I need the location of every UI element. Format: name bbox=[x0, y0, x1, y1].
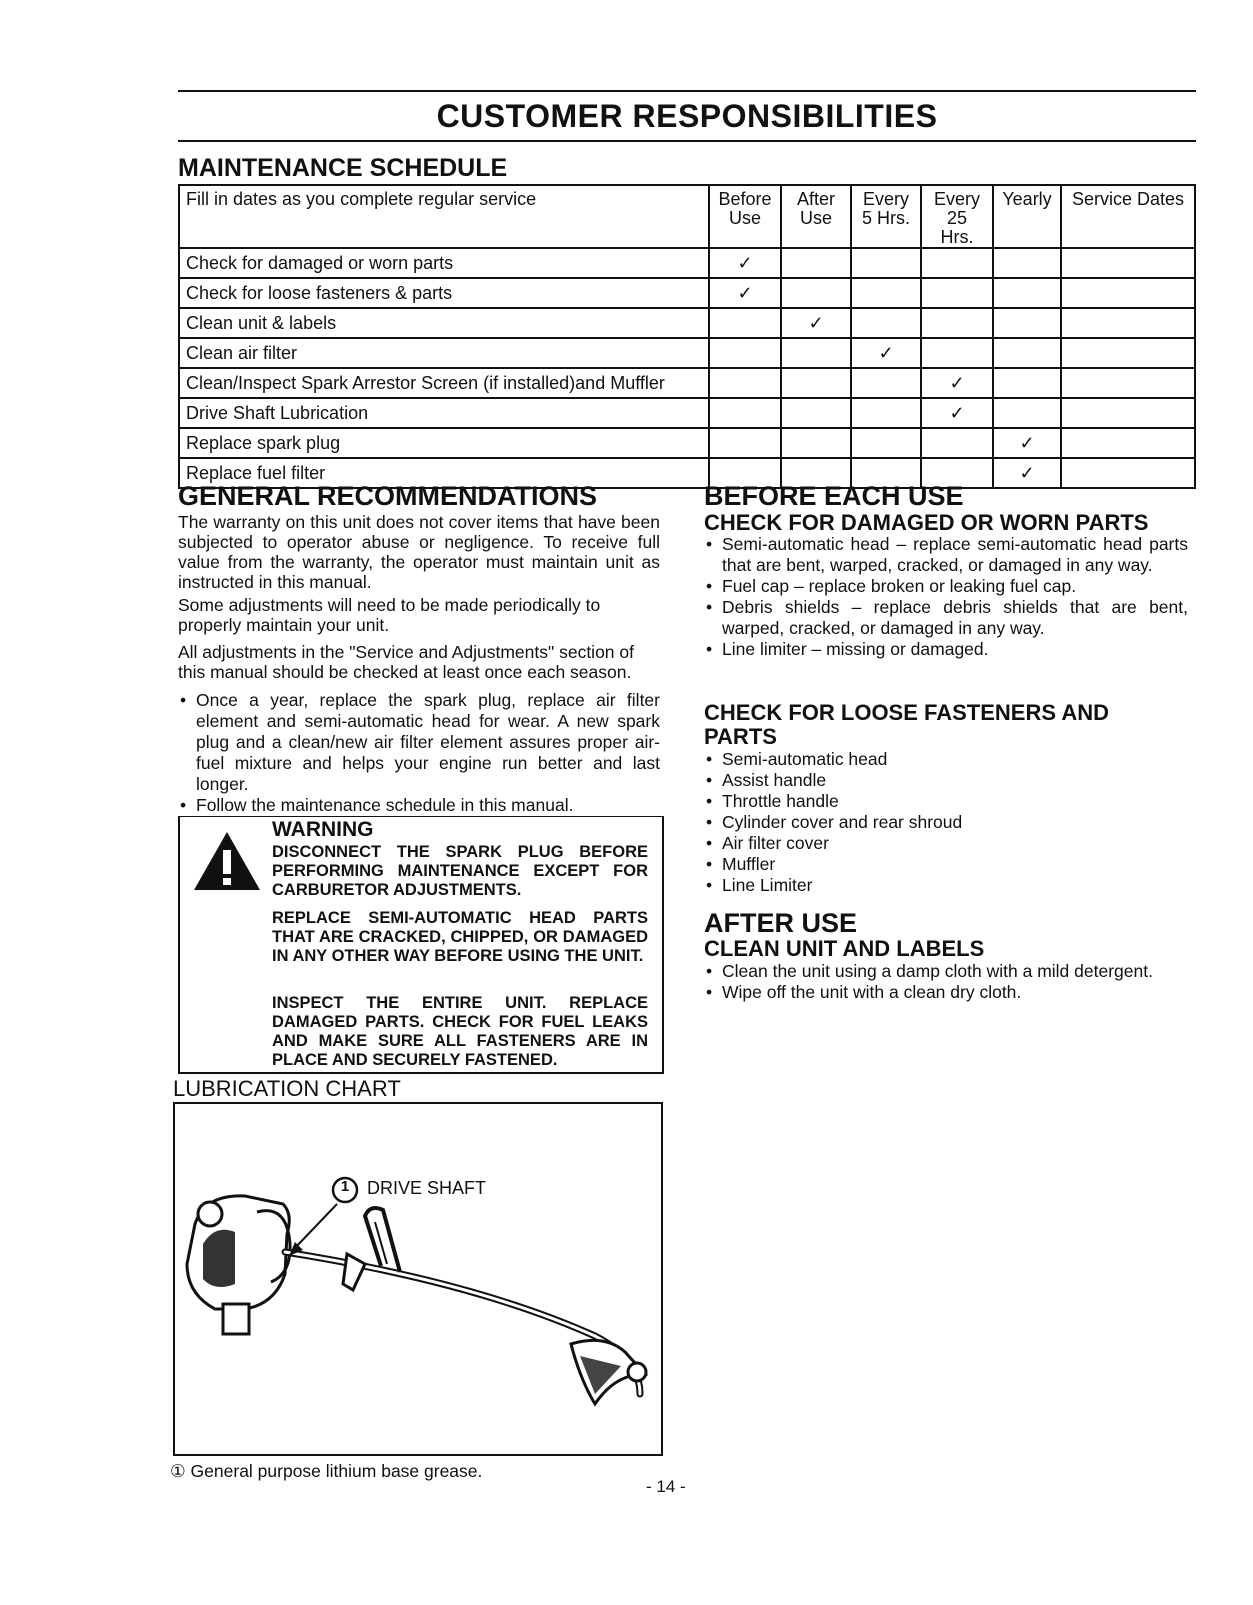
schedule-task: Replace spark plug bbox=[179, 428, 709, 458]
general-recommendations-heading: GENERAL RECOMMENDATIONS bbox=[178, 481, 598, 511]
service-date-cell bbox=[1061, 278, 1195, 308]
service-date-cell bbox=[1061, 368, 1195, 398]
schedule-cell bbox=[709, 428, 781, 458]
schedule-row bbox=[179, 338, 1195, 368]
fastener-bullet: • Air filter cover bbox=[722, 833, 1188, 854]
schedule-header-after-use: After Use bbox=[781, 185, 851, 248]
damaged-parts-bullets bbox=[700, 534, 1188, 660]
schedule-cell bbox=[993, 248, 1061, 278]
schedule-body bbox=[179, 248, 1195, 488]
check-mark: ✓ bbox=[851, 338, 921, 368]
service-date-cell bbox=[1061, 458, 1195, 488]
schedule-cell bbox=[993, 338, 1061, 368]
check-loose-fasteners-heading: CHECK FOR LOOSE FASTENERS AND PARTS bbox=[704, 700, 1109, 749]
schedule-row bbox=[179, 308, 1195, 338]
schedule-header-before-use: Before Use bbox=[709, 185, 781, 248]
damaged-bullet: • Debris shields – replace debris shields that are bent, warped, cracked, or damaged in any way. bbox=[722, 597, 1188, 639]
damaged-bullet: • Line limiter – missing or damaged. bbox=[722, 639, 1188, 660]
after-use-bullets bbox=[700, 961, 1202, 1003]
check-mark: ✓ bbox=[781, 308, 851, 338]
schedule-cell bbox=[781, 368, 851, 398]
schedule-cell bbox=[709, 398, 781, 428]
check-mark: ✓ bbox=[993, 428, 1061, 458]
check-mark: ✓ bbox=[993, 458, 1061, 488]
after-use-heading: AFTER USE bbox=[704, 908, 858, 938]
title-rule bbox=[178, 140, 1196, 142]
clean-unit-heading: CLEAN UNIT AND LABELS bbox=[704, 936, 985, 961]
general-paragraph-1: The warranty on this unit does not cover items that have been subjected to operator abuse or negligence. To receive full value from the warranty, the operator must maintain unit as instructed in this manual. bbox=[178, 512, 660, 592]
fastener-bullet: • Semi-automatic head bbox=[722, 749, 1188, 770]
page-title: CUSTOMER RESPONSIBILITIES bbox=[436, 98, 938, 134]
service-date-cell bbox=[1061, 308, 1195, 338]
schedule-task: Replace fuel filter bbox=[179, 458, 709, 488]
schedule-row bbox=[179, 428, 1195, 458]
drive-shaft-label: DRIVE SHAFT bbox=[367, 1178, 487, 1198]
schedule-header-service-dates: Service Dates bbox=[1061, 185, 1195, 248]
after-use-bullet: • Clean the unit using a damp cloth with a mild detergent. bbox=[722, 961, 1202, 982]
damaged-bullet: • Semi-automatic head – replace semi-automatic head parts that are bent, warped, cracked, or damaged in any way. bbox=[722, 534, 1188, 576]
schedule-cell bbox=[781, 398, 851, 428]
callout-number: 1 bbox=[340, 1178, 350, 1195]
schedule-header-row bbox=[179, 185, 1195, 248]
lubrication-chart-box bbox=[173, 1102, 663, 1456]
service-date-cell bbox=[1061, 428, 1195, 458]
schedule-cell bbox=[851, 308, 921, 338]
schedule-cell bbox=[993, 368, 1061, 398]
after-use-bullet: • Wipe off the unit with a clean dry cloth. bbox=[722, 982, 1202, 1003]
schedule-task: Check for damaged or worn parts bbox=[179, 248, 709, 278]
schedule-task: Clean unit & labels bbox=[179, 308, 709, 338]
page-number: - 14 - bbox=[646, 1477, 686, 1496]
lubrication-chart-heading: LUBRICATION CHART bbox=[173, 1076, 401, 1101]
schedule-cell bbox=[921, 308, 993, 338]
schedule-task: Drive Shaft Lubrication bbox=[179, 398, 709, 428]
general-bullet: • Once a year, replace the spark plug, replace air filter element and semi-automatic head for wear. A new spark plug and a clean/new air filter element assures proper air-fuel mixture and helps your engine run better and last longer. bbox=[196, 690, 660, 795]
general-paragraph-2: Some adjustments will need to be made periodically to properly maintain your unit. bbox=[178, 595, 601, 635]
warning-title: WARNING bbox=[272, 818, 374, 841]
schedule-row bbox=[179, 368, 1195, 398]
schedule-task: Clean air filter bbox=[179, 338, 709, 368]
fastener-bullet: • Cylinder cover and rear shroud bbox=[722, 812, 1188, 833]
schedule-cell bbox=[781, 248, 851, 278]
schedule-cell bbox=[851, 278, 921, 308]
schedule-cell bbox=[921, 338, 993, 368]
schedule-cell bbox=[993, 308, 1061, 338]
service-date-cell bbox=[1061, 338, 1195, 368]
schedule-task: Clean/Inspect Spark Arrestor Screen (if installed)and Muffler bbox=[179, 368, 709, 398]
schedule-cell bbox=[921, 428, 993, 458]
schedule-cell bbox=[709, 308, 781, 338]
schedule-cell bbox=[781, 278, 851, 308]
schedule-task: Check for loose fasteners & parts bbox=[179, 278, 709, 308]
schedule-row bbox=[179, 398, 1195, 428]
service-date-cell bbox=[1061, 248, 1195, 278]
warning-paragraph-3: INSPECT THE ENTIRE UNIT. REPLACE DAMAGED PARTS. CHECK FOR FUEL LEAKS AND MAKE SURE ALL FASTENERS ARE IN PLACE AND SECURELY FASTENED. bbox=[272, 994, 648, 1069]
fastener-bullet: • Assist handle bbox=[722, 770, 1188, 791]
check-mark: ✓ bbox=[709, 278, 781, 308]
schedule-row bbox=[179, 278, 1195, 308]
maintenance-schedule-table bbox=[178, 184, 1196, 489]
schedule-cell bbox=[709, 338, 781, 368]
schedule-row bbox=[179, 248, 1195, 278]
warning-paragraph-1: DISCONNECT THE SPARK PLUG BEFORE PERFORMING MAINTENANCE EXCEPT FOR CARBURETOR ADJUSTMENTS. bbox=[272, 843, 648, 899]
before-each-use-heading: BEFORE EACH USE bbox=[704, 481, 964, 511]
warning-paragraph-2: REPLACE SEMI-AUTOMATIC HEAD PARTS THAT ARE CRACKED, CHIPPED, OR DAMAGED IN ANY OTHER WAY BEFORE USING THE UNIT. bbox=[272, 909, 648, 965]
schedule-cell bbox=[993, 398, 1061, 428]
schedule-header-every-25: Every 25 Hrs. bbox=[921, 185, 993, 248]
check-mark: ✓ bbox=[921, 368, 993, 398]
schedule-cell bbox=[781, 428, 851, 458]
schedule-cell bbox=[851, 248, 921, 278]
fastener-bullet: • Line Limiter bbox=[722, 875, 1188, 896]
schedule-header-yearly: Yearly bbox=[993, 185, 1061, 248]
warning-triangle-icon bbox=[192, 830, 262, 892]
top-rule bbox=[178, 90, 1196, 92]
schedule-cell bbox=[709, 368, 781, 398]
damaged-bullet: • Fuel cap – replace broken or leaking fuel cap. bbox=[722, 576, 1188, 597]
schedule-header-task: Fill in dates as you complete regular service bbox=[179, 185, 709, 248]
schedule-cell bbox=[851, 368, 921, 398]
lubrication-footnote: ① General purpose lithium base grease. bbox=[170, 1461, 483, 1481]
schedule-cell bbox=[851, 428, 921, 458]
fastener-bullet: • Muffler bbox=[722, 854, 1188, 875]
schedule-cell bbox=[851, 398, 921, 428]
general-bullet: • Follow the maintenance schedule in this manual. bbox=[196, 795, 660, 816]
schedule-cell bbox=[993, 278, 1061, 308]
schedule-cell bbox=[921, 278, 993, 308]
string-trimmer-illustration bbox=[175, 1104, 661, 1454]
fastener-bullet: • Throttle handle bbox=[722, 791, 1188, 812]
check-mark: ✓ bbox=[921, 398, 993, 428]
maintenance-schedule-heading: MAINTENANCE SCHEDULE bbox=[178, 154, 508, 182]
schedule-header-every-5: Every 5 Hrs. bbox=[851, 185, 921, 248]
general-bullets bbox=[174, 690, 660, 816]
warning-box-top-border bbox=[180, 816, 662, 817]
schedule-cell bbox=[921, 248, 993, 278]
loose-fasteners-bullets bbox=[700, 749, 1188, 896]
schedule-cell bbox=[781, 338, 851, 368]
check-mark: ✓ bbox=[709, 248, 781, 278]
check-damaged-heading: CHECK FOR DAMAGED OR WORN PARTS bbox=[704, 510, 1149, 535]
service-date-cell bbox=[1061, 398, 1195, 428]
general-paragraph-3: All adjustments in the "Service and Adjustments" section of this manual should be checked at least once each season. bbox=[178, 642, 634, 682]
